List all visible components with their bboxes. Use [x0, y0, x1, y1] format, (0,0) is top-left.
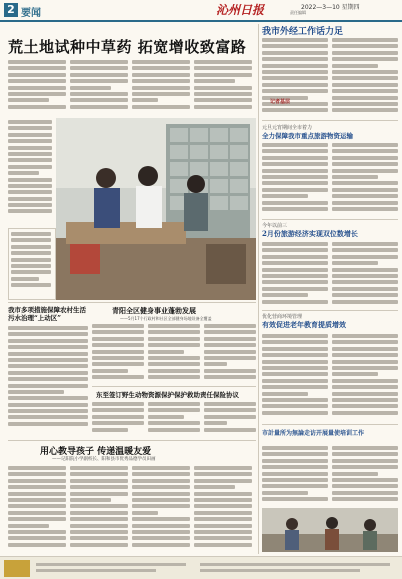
- issue-date: 2022—3—10 星期四: [301, 4, 360, 11]
- story-4-kicker: 优化营商环境管理: [262, 314, 303, 320]
- story-1-text-a: [262, 38, 328, 118]
- story-1-title: 我市外经工作话力足: [262, 27, 344, 37]
- lead-text-col-4: [194, 60, 252, 116]
- right-photo-illustration: [262, 508, 398, 552]
- story-9-subtitle: ——记阳院小学副校长、阳和县市优秀品德学员田画: [52, 457, 156, 462]
- story-1-text-b: [332, 38, 398, 118]
- lead-text-col-5: [8, 120, 52, 224]
- story-2-text-a: [262, 143, 328, 217]
- vertical-divider: [258, 24, 259, 554]
- story-3-text-b: [332, 242, 398, 308]
- reporter-byline: 记者基层: [270, 99, 291, 105]
- right-bottom-photo: [262, 508, 398, 552]
- story-9-text-d: [194, 466, 252, 552]
- lead-text-col-1: [8, 60, 66, 116]
- story-7-text-b: [148, 402, 200, 438]
- story-4-text-b: [332, 334, 398, 420]
- divider-2: [262, 219, 398, 220]
- story-6-text-a: [92, 324, 144, 384]
- story-6-subtitle: ——5月17个行政村和社区全部健身场地设备全覆盖: [120, 316, 212, 321]
- story-3-title: 2月份旅游经济实现双位数增长: [262, 229, 358, 238]
- caption-box-text: [11, 232, 51, 294]
- mid-divider: [8, 302, 256, 303]
- story-9-text-a: [8, 466, 66, 552]
- divider-4: [262, 424, 398, 425]
- section-name: 要闻: [21, 8, 41, 19]
- divider-5: [92, 386, 256, 387]
- story-7-title: 东至签订野生动物资源保护保护救助责任保险协议: [96, 391, 239, 399]
- story-3-kicker: 今年以前三: [262, 223, 288, 229]
- divider-6: [8, 440, 256, 441]
- lead-photo: [56, 118, 256, 300]
- story-2-kicker: 元旦元宵期间全市着力: [262, 125, 313, 131]
- story-9-text-c: [132, 466, 190, 552]
- story-2-text-b: [332, 143, 398, 217]
- story-6-text-b: [148, 324, 200, 384]
- bottom-ad-strip: [0, 556, 402, 579]
- divider-1: [262, 120, 398, 121]
- story-8-text-b: [332, 446, 398, 506]
- story-8-text-a: [262, 446, 328, 506]
- story-8-title: 市計量所为無論走访开展量使培训工作: [262, 430, 365, 437]
- story-9-title: 用心教导孩子 传递温暖友爱: [40, 447, 152, 457]
- story-5-title: 我市多项措施保障农村生活污水治理“上动区”: [8, 306, 86, 322]
- story-6-text-c: [204, 324, 256, 384]
- editor-line: 责任编辑: [290, 10, 306, 15]
- story-7-text-a: [92, 402, 144, 438]
- story-2-title: 全力保障我市重点旅游物资运输: [262, 132, 353, 140]
- story-3-text-a: [262, 242, 328, 308]
- lead-photo-illustration: [56, 118, 256, 300]
- story-9-text-b: [70, 466, 128, 552]
- lead-text-col-3: [132, 60, 190, 116]
- page-number: 2: [4, 3, 18, 17]
- story-5-text: [8, 326, 88, 436]
- story-4-title: 有效促进老年教育提质增效: [262, 320, 346, 329]
- lead-text-col-2: [70, 60, 128, 116]
- ad-decoration: [0, 557, 402, 579]
- divider-3: [262, 310, 398, 311]
- paper-logo: 沁州日报: [216, 3, 265, 17]
- lead-headline: 荒土地试种中草药 拓宽增收致富路: [8, 38, 247, 56]
- story-7-text-c: [204, 402, 256, 438]
- masthead: [0, 0, 402, 22]
- story-6-title: 青阳全区健身事业蓬勃发展: [112, 306, 196, 315]
- story-4-text-a: [262, 334, 328, 420]
